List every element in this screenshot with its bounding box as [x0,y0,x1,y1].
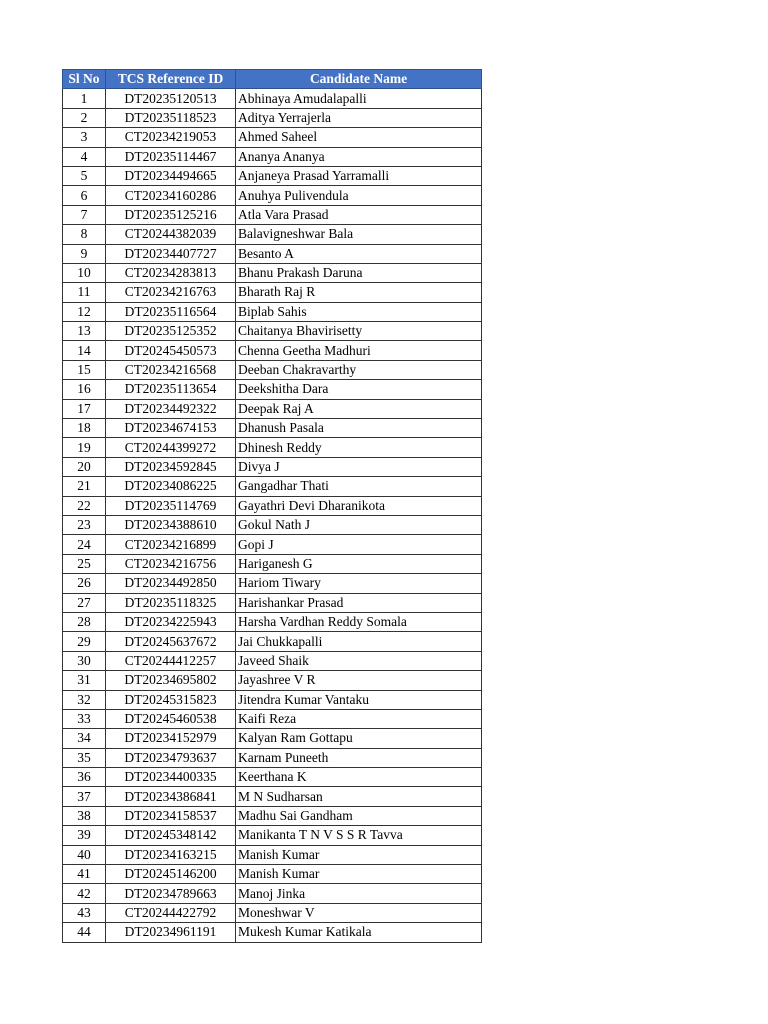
table-row [63,283,482,302]
cell-tcs-reference-id: DT20234674153 [106,419,236,438]
cell-tcs-reference-id: DT20234152979 [106,729,236,748]
cell-sl-no: 40 [63,845,106,864]
cell-tcs-reference-id: DT20235118325 [106,593,236,612]
cell-sl-no: 7 [63,205,106,224]
cell-sl-no: 42 [63,884,106,903]
cell-tcs-reference-id: CT20234219053 [106,128,236,147]
cell-tcs-reference-id: DT20234225943 [106,612,236,631]
cell-candidate-name: Chenna Geetha Madhuri [236,341,482,360]
cell-tcs-reference-id: DT20245460538 [106,709,236,728]
table-row [63,263,482,282]
cell-candidate-name: Jayashree V R [236,671,482,690]
cell-tcs-reference-id: DT20234086225 [106,477,236,496]
table-row [63,108,482,127]
cell-sl-no: 4 [63,147,106,166]
cell-tcs-reference-id: DT20234388610 [106,515,236,534]
table-row [63,147,482,166]
cell-candidate-name: Manoj Jinka [236,884,482,903]
cell-tcs-reference-id: DT20245348142 [106,826,236,845]
cell-sl-no: 28 [63,612,106,631]
cell-tcs-reference-id: CT20234216568 [106,360,236,379]
cell-candidate-name: Anuhya Pulivendula [236,186,482,205]
cell-tcs-reference-id: DT20234386841 [106,787,236,806]
cell-candidate-name: Gokul Nath J [236,515,482,534]
cell-sl-no: 13 [63,322,106,341]
cell-sl-no: 35 [63,748,106,767]
cell-tcs-reference-id: CT20234216763 [106,283,236,302]
cell-sl-no: 21 [63,477,106,496]
table-row [63,671,482,690]
cell-tcs-reference-id: CT20234216756 [106,554,236,573]
cell-sl-no: 44 [63,923,106,942]
cell-tcs-reference-id: DT20235125216 [106,205,236,224]
cell-tcs-reference-id: DT20234163215 [106,845,236,864]
cell-sl-no: 15 [63,360,106,379]
cell-tcs-reference-id: DT20234793637 [106,748,236,767]
cell-sl-no: 33 [63,709,106,728]
cell-candidate-name: Atla Vara Prasad [236,205,482,224]
cell-sl-no: 2 [63,108,106,127]
cell-candidate-name: Moneshwar V [236,903,482,922]
cell-sl-no: 39 [63,826,106,845]
table-row [63,826,482,845]
cell-sl-no: 36 [63,768,106,787]
cell-candidate-name: Dhanush Pasala [236,419,482,438]
table-row [63,923,482,942]
table-row [63,225,482,244]
cell-tcs-reference-id: DT20234961191 [106,923,236,942]
table-row [63,612,482,631]
cell-candidate-name: Gopi J [236,535,482,554]
cell-tcs-reference-id: DT20245315823 [106,690,236,709]
cell-sl-no: 29 [63,632,106,651]
cell-tcs-reference-id: DT20235113654 [106,380,236,399]
cell-tcs-reference-id: DT20234695802 [106,671,236,690]
header-tcs-reference-id: TCS Reference ID [106,70,236,89]
cell-candidate-name: Bharath Raj R [236,283,482,302]
table-row [63,205,482,224]
cell-sl-no: 5 [63,166,106,185]
table-row [63,515,482,534]
cell-tcs-reference-id: DT20235118523 [106,108,236,127]
table-row [63,322,482,341]
table-row [63,845,482,864]
cell-candidate-name: Bhanu Prakash Daruna [236,263,482,282]
cell-tcs-reference-id: DT20235125352 [106,322,236,341]
table-row [63,554,482,573]
cell-candidate-name: Gayathri Devi Dharanikota [236,496,482,515]
cell-tcs-reference-id: CT20244412257 [106,651,236,670]
cell-candidate-name: Deeban Chakravarthy [236,360,482,379]
cell-candidate-name: Deekshitha Dara [236,380,482,399]
table-row [63,768,482,787]
cell-candidate-name: Mukesh Kumar Katikala [236,923,482,942]
cell-candidate-name: Hariom Tiwary [236,574,482,593]
cell-sl-no: 26 [63,574,106,593]
cell-sl-no: 37 [63,787,106,806]
cell-sl-no: 22 [63,496,106,515]
cell-candidate-name: Aditya Yerrajerla [236,108,482,127]
cell-candidate-name: Manikanta T N V S S R Tavva [236,826,482,845]
table-row [63,477,482,496]
table-row [63,787,482,806]
table-row [63,496,482,515]
table-row [63,709,482,728]
cell-candidate-name: Divya J [236,457,482,476]
cell-sl-no: 1 [63,89,106,108]
cell-candidate-name: Anjaneya Prasad Yarramalli [236,166,482,185]
table-row [63,593,482,612]
table-row [63,457,482,476]
cell-candidate-name: Balavigneshwar Bala [236,225,482,244]
table-row [63,244,482,263]
header-candidate-name: Candidate Name [236,70,482,89]
cell-sl-no: 14 [63,341,106,360]
table-row [63,729,482,748]
cell-sl-no: 23 [63,515,106,534]
cell-candidate-name: Kalyan Ram Gottapu [236,729,482,748]
cell-tcs-reference-id: CT20244399272 [106,438,236,457]
table-row [63,166,482,185]
cell-candidate-name: M N Sudharsan [236,787,482,806]
cell-tcs-reference-id: DT20245450573 [106,341,236,360]
table-row [63,399,482,418]
cell-sl-no: 3 [63,128,106,147]
cell-candidate-name: Harsha Vardhan Reddy Somala [236,612,482,631]
table-row [63,341,482,360]
cell-tcs-reference-id: DT20234400335 [106,768,236,787]
cell-sl-no: 34 [63,729,106,748]
cell-sl-no: 9 [63,244,106,263]
cell-tcs-reference-id: DT20245146200 [106,865,236,884]
cell-candidate-name: Ananya Ananya [236,147,482,166]
cell-candidate-name: Jai Chukkapalli [236,632,482,651]
cell-sl-no: 30 [63,651,106,670]
cell-sl-no: 18 [63,419,106,438]
table-row [63,865,482,884]
cell-candidate-name: Kaifi Reza [236,709,482,728]
cell-tcs-reference-id: CT20234216899 [106,535,236,554]
cell-tcs-reference-id: DT20234592845 [106,457,236,476]
table-row [63,535,482,554]
cell-tcs-reference-id: DT20235114467 [106,147,236,166]
table-row [63,884,482,903]
cell-candidate-name: Manish Kumar [236,845,482,864]
cell-candidate-name: Hariganesh G [236,554,482,573]
table-row [63,903,482,922]
cell-candidate-name: Harishankar Prasad [236,593,482,612]
cell-candidate-name: Ahmed Saheel [236,128,482,147]
cell-candidate-name: Gangadhar Thati [236,477,482,496]
cell-sl-no: 20 [63,457,106,476]
table-row [63,186,482,205]
table-row [63,806,482,825]
table-row [63,632,482,651]
cell-sl-no: 31 [63,671,106,690]
table-row [63,128,482,147]
cell-tcs-reference-id: CT20234283813 [106,263,236,282]
table-row [63,690,482,709]
cell-tcs-reference-id: CT20244382039 [106,225,236,244]
cell-candidate-name: Dhinesh Reddy [236,438,482,457]
cell-candidate-name: Karnam Puneeth [236,748,482,767]
cell-tcs-reference-id: DT20234789663 [106,884,236,903]
header-sl-no: Sl No [63,70,106,89]
table-row [63,380,482,399]
cell-sl-no: 17 [63,399,106,418]
table-row [63,748,482,767]
table-row [63,651,482,670]
cell-tcs-reference-id: DT20245637672 [106,632,236,651]
table-row [63,89,482,108]
cell-tcs-reference-id: DT20234407727 [106,244,236,263]
cell-sl-no: 10 [63,263,106,282]
cell-candidate-name: Biplab Sahis [236,302,482,321]
cell-tcs-reference-id: DT20235114769 [106,496,236,515]
cell-tcs-reference-id: CT20244422792 [106,903,236,922]
cell-sl-no: 8 [63,225,106,244]
cell-sl-no: 32 [63,690,106,709]
cell-sl-no: 25 [63,554,106,573]
cell-sl-no: 19 [63,438,106,457]
table-row [63,302,482,321]
cell-candidate-name: Abhinaya Amudalapalli [236,89,482,108]
cell-candidate-name: Chaitanya Bhavirisetty [236,322,482,341]
cell-candidate-name: Javeed Shaik [236,651,482,670]
cell-sl-no: 12 [63,302,106,321]
cell-tcs-reference-id: DT20235120513 [106,89,236,108]
cell-sl-no: 6 [63,186,106,205]
cell-tcs-reference-id: DT20234494665 [106,166,236,185]
cell-candidate-name: Madhu Sai Gandham [236,806,482,825]
cell-tcs-reference-id: DT20234492322 [106,399,236,418]
cell-sl-no: 27 [63,593,106,612]
cell-candidate-name: Keerthana K [236,768,482,787]
cell-tcs-reference-id: DT20234158537 [106,806,236,825]
cell-sl-no: 38 [63,806,106,825]
cell-tcs-reference-id: DT20234492850 [106,574,236,593]
cell-tcs-reference-id: DT20235116564 [106,302,236,321]
table-row [63,419,482,438]
cell-sl-no: 11 [63,283,106,302]
table-row [63,574,482,593]
cell-sl-no: 16 [63,380,106,399]
table-row [63,360,482,379]
table-row [63,438,482,457]
cell-candidate-name: Manish Kumar [236,865,482,884]
cell-sl-no: 24 [63,535,106,554]
cell-sl-no: 41 [63,865,106,884]
candidate-table [62,69,482,943]
cell-candidate-name: Deepak Raj A [236,399,482,418]
cell-candidate-name: Besanto A [236,244,482,263]
cell-sl-no: 43 [63,903,106,922]
cell-tcs-reference-id: CT20234160286 [106,186,236,205]
header-row [63,70,482,89]
cell-candidate-name: Jitendra Kumar Vantaku [236,690,482,709]
